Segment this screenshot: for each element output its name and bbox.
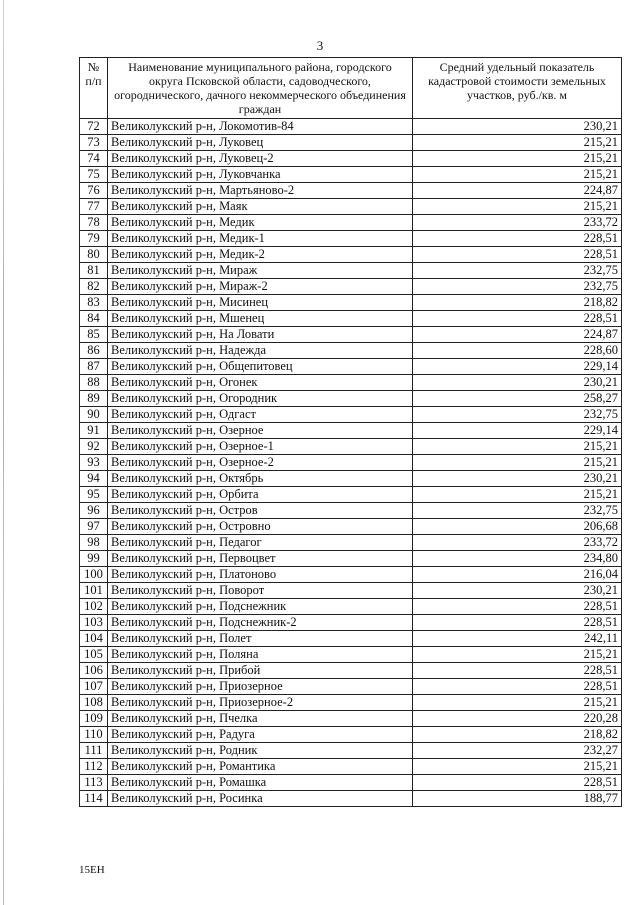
row-value: 215,21 xyxy=(413,487,622,503)
table-row xyxy=(80,455,622,471)
row-number: 105 xyxy=(80,647,108,663)
table-row xyxy=(80,375,622,391)
row-value: 224,87 xyxy=(413,327,622,343)
row-number: 99 xyxy=(80,551,108,567)
table-row xyxy=(80,295,622,311)
row-number: 93 xyxy=(80,455,108,471)
row-number: 104 xyxy=(80,631,108,647)
row-name: Великолукский р-н, Росинка xyxy=(108,791,413,807)
table-row xyxy=(80,151,622,167)
row-number: 98 xyxy=(80,535,108,551)
table-row xyxy=(80,487,622,503)
row-number: 78 xyxy=(80,215,108,231)
row-name: Великолукский р-н, Подснежник xyxy=(108,599,413,615)
table-row xyxy=(80,407,622,423)
row-name: Великолукский р-н, Медик-2 xyxy=(108,247,413,263)
row-number: 110 xyxy=(80,727,108,743)
footer-code: 15ЕН xyxy=(79,864,105,876)
row-name: Великолукский р-н, Медик xyxy=(108,215,413,231)
row-number: 77 xyxy=(80,199,108,215)
table-row xyxy=(80,471,622,487)
row-number: 109 xyxy=(80,711,108,727)
row-number: 76 xyxy=(80,183,108,199)
row-name: Великолукский р-н, Подснежник-2 xyxy=(108,615,413,631)
table-row xyxy=(80,439,622,455)
row-name: Великолукский р-н, Островно xyxy=(108,519,413,535)
row-number: 103 xyxy=(80,615,108,631)
table-row xyxy=(80,567,622,583)
table-row xyxy=(80,279,622,295)
table-body xyxy=(80,119,622,807)
row-value: 215,21 xyxy=(413,695,622,711)
page-number: 3 xyxy=(316,38,324,53)
table-row xyxy=(80,135,622,151)
row-name: Великолукский р-н, Озерное xyxy=(108,423,413,439)
row-value: 220,28 xyxy=(413,711,622,727)
row-value: 232,75 xyxy=(413,263,622,279)
row-value: 232,27 xyxy=(413,743,622,759)
row-value: 233,72 xyxy=(413,215,622,231)
table-row xyxy=(80,359,622,375)
row-value: 188,77 xyxy=(413,791,622,807)
row-name: Великолукский р-н, Прибой xyxy=(108,663,413,679)
row-value: 229,14 xyxy=(413,359,622,375)
table-row xyxy=(80,743,622,759)
row-name: Великолукский р-н, Родник xyxy=(108,743,413,759)
table-row xyxy=(80,711,622,727)
row-value: 216,04 xyxy=(413,567,622,583)
row-value: 215,21 xyxy=(413,455,622,471)
row-value: 215,21 xyxy=(413,439,622,455)
table-row xyxy=(80,503,622,519)
row-value: 242,11 xyxy=(413,631,622,647)
table-row xyxy=(80,311,622,327)
row-number: 111 xyxy=(80,743,108,759)
row-number: 87 xyxy=(80,359,108,375)
row-name: Великолукский р-н, Остров xyxy=(108,503,413,519)
cadastral-value-table xyxy=(79,57,622,807)
row-number: 82 xyxy=(80,279,108,295)
row-value: 215,21 xyxy=(413,167,622,183)
row-name: Великолукский р-н, Романтика xyxy=(108,759,413,775)
header-number: № п/п xyxy=(80,58,108,119)
row-name: Великолукский р-н, Маяк xyxy=(108,199,413,215)
row-name: Великолукский р-н, Мираж-2 xyxy=(108,279,413,295)
table-row xyxy=(80,199,622,215)
row-name: Великолукский р-н, Озерное-2 xyxy=(108,455,413,471)
row-value: 234,80 xyxy=(413,551,622,567)
table-row xyxy=(80,663,622,679)
row-name: Великолукский р-н, Надежда xyxy=(108,343,413,359)
row-number: 96 xyxy=(80,503,108,519)
row-number: 72 xyxy=(80,119,108,135)
row-name: Великолукский р-н, Общепитовец xyxy=(108,359,413,375)
table-row xyxy=(80,247,622,263)
row-number: 73 xyxy=(80,135,108,151)
row-name: Великолукский р-н, Орбита xyxy=(108,487,413,503)
row-name: Великолукский р-н, Радуга xyxy=(108,727,413,743)
row-value: 228,51 xyxy=(413,663,622,679)
row-number: 91 xyxy=(80,423,108,439)
row-value: 232,75 xyxy=(413,279,622,295)
row-value: 228,60 xyxy=(413,343,622,359)
table-row xyxy=(80,791,622,807)
row-name: Великолукский р-н, Первоцвет xyxy=(108,551,413,567)
row-number: 79 xyxy=(80,231,108,247)
table-row xyxy=(80,423,622,439)
row-value: 230,21 xyxy=(413,471,622,487)
row-name: Великолукский р-н, Октябрь xyxy=(108,471,413,487)
row-value: 215,21 xyxy=(413,647,622,663)
table-row xyxy=(80,535,622,551)
row-name: Великолукский р-н, Огонек xyxy=(108,375,413,391)
row-value: 228,51 xyxy=(413,679,622,695)
row-name: Великолукский р-н, Огородник xyxy=(108,391,413,407)
table-row xyxy=(80,583,622,599)
row-number: 113 xyxy=(80,775,108,791)
row-name: Великолукский р-н, На Ловати xyxy=(108,327,413,343)
table-row xyxy=(80,231,622,247)
table-row xyxy=(80,647,622,663)
table-row xyxy=(80,551,622,567)
row-name: Великолукский р-н, Пчелка xyxy=(108,711,413,727)
row-value: 232,75 xyxy=(413,407,622,423)
row-number: 107 xyxy=(80,679,108,695)
table-row xyxy=(80,327,622,343)
row-name: Великолукский р-н, Мартьяново-2 xyxy=(108,183,413,199)
row-number: 101 xyxy=(80,583,108,599)
header-value: Средний удельный показатель кадастровой стоимости земельных участков, руб./кв. м xyxy=(413,58,622,119)
row-name: Великолукский р-н, Мшенец xyxy=(108,311,413,327)
table-row xyxy=(80,183,622,199)
row-value: 233,72 xyxy=(413,535,622,551)
row-value: 228,51 xyxy=(413,599,622,615)
table-row xyxy=(80,599,622,615)
row-number: 102 xyxy=(80,599,108,615)
row-value: 230,21 xyxy=(413,375,622,391)
row-value: 218,82 xyxy=(413,727,622,743)
row-value: 232,75 xyxy=(413,503,622,519)
row-value: 228,51 xyxy=(413,247,622,263)
row-number: 112 xyxy=(80,759,108,775)
row-value: 230,21 xyxy=(413,119,622,135)
table-row xyxy=(80,167,622,183)
row-number: 97 xyxy=(80,519,108,535)
row-number: 85 xyxy=(80,327,108,343)
table-row xyxy=(80,263,622,279)
row-name: Великолукский р-н, Мисинец xyxy=(108,295,413,311)
page-edge-line xyxy=(3,0,4,905)
row-value: 230,21 xyxy=(413,583,622,599)
table-row xyxy=(80,215,622,231)
table-row xyxy=(80,519,622,535)
row-value: 218,82 xyxy=(413,295,622,311)
table-row xyxy=(80,343,622,359)
row-number: 89 xyxy=(80,391,108,407)
table-row xyxy=(80,759,622,775)
row-value: 228,51 xyxy=(413,775,622,791)
row-value: 229,14 xyxy=(413,423,622,439)
row-number: 88 xyxy=(80,375,108,391)
row-value: 215,21 xyxy=(413,759,622,775)
row-name: Великолукский р-н, Луковчанка xyxy=(108,167,413,183)
row-value: 228,51 xyxy=(413,615,622,631)
row-number: 94 xyxy=(80,471,108,487)
row-name: Великолукский р-н, Ромашка xyxy=(108,775,413,791)
table-row xyxy=(80,391,622,407)
row-name: Великолукский р-н, Озерное-1 xyxy=(108,439,413,455)
table-row xyxy=(80,119,622,135)
row-name: Великолукский р-н, Локомотив-84 xyxy=(108,119,413,135)
row-value: 215,21 xyxy=(413,151,622,167)
row-number: 74 xyxy=(80,151,108,167)
row-name: Великолукский р-н, Приозерное-2 xyxy=(108,695,413,711)
table-header-row xyxy=(80,58,622,119)
row-name: Великолукский р-н, Приозерное xyxy=(108,679,413,695)
table-row xyxy=(80,695,622,711)
row-name: Великолукский р-н, Платоново xyxy=(108,567,413,583)
row-number: 84 xyxy=(80,311,108,327)
table-row xyxy=(80,775,622,791)
table-row xyxy=(80,679,622,695)
row-number: 86 xyxy=(80,343,108,359)
row-number: 75 xyxy=(80,167,108,183)
row-number: 80 xyxy=(80,247,108,263)
row-number: 92 xyxy=(80,439,108,455)
row-number: 83 xyxy=(80,295,108,311)
row-value: 215,21 xyxy=(413,199,622,215)
row-value: 228,51 xyxy=(413,311,622,327)
row-name: Великолукский р-н, Поворот xyxy=(108,583,413,599)
row-name: Великолукский р-н, Педагог xyxy=(108,535,413,551)
row-name: Великолукский р-н, Поляна xyxy=(108,647,413,663)
row-value: 206,68 xyxy=(413,519,622,535)
table-row xyxy=(80,631,622,647)
row-name: Великолукский р-н, Медик-1 xyxy=(108,231,413,247)
row-number: 100 xyxy=(80,567,108,583)
row-value: 224,87 xyxy=(413,183,622,199)
row-number: 90 xyxy=(80,407,108,423)
row-number: 108 xyxy=(80,695,108,711)
row-number: 114 xyxy=(80,791,108,807)
header-name: Наименование муниципального района, городского округа Псковской области, садоводческого, огороднического, дачного некоммерческого объединения граждан xyxy=(108,58,413,119)
row-value: 258,27 xyxy=(413,391,622,407)
row-name: Великолукский р-н, Луковец-2 xyxy=(108,151,413,167)
row-number: 81 xyxy=(80,263,108,279)
row-name: Великолукский р-н, Луковец xyxy=(108,135,413,151)
row-name: Великолукский р-н, Полет xyxy=(108,631,413,647)
row-name: Великолукский р-н, Одгаст xyxy=(108,407,413,423)
row-value: 215,21 xyxy=(413,135,622,151)
row-number: 95 xyxy=(80,487,108,503)
row-number: 106 xyxy=(80,663,108,679)
row-name: Великолукский р-н, Мираж xyxy=(108,263,413,279)
table-row xyxy=(80,727,622,743)
table-row xyxy=(80,615,622,631)
row-value: 228,51 xyxy=(413,231,622,247)
